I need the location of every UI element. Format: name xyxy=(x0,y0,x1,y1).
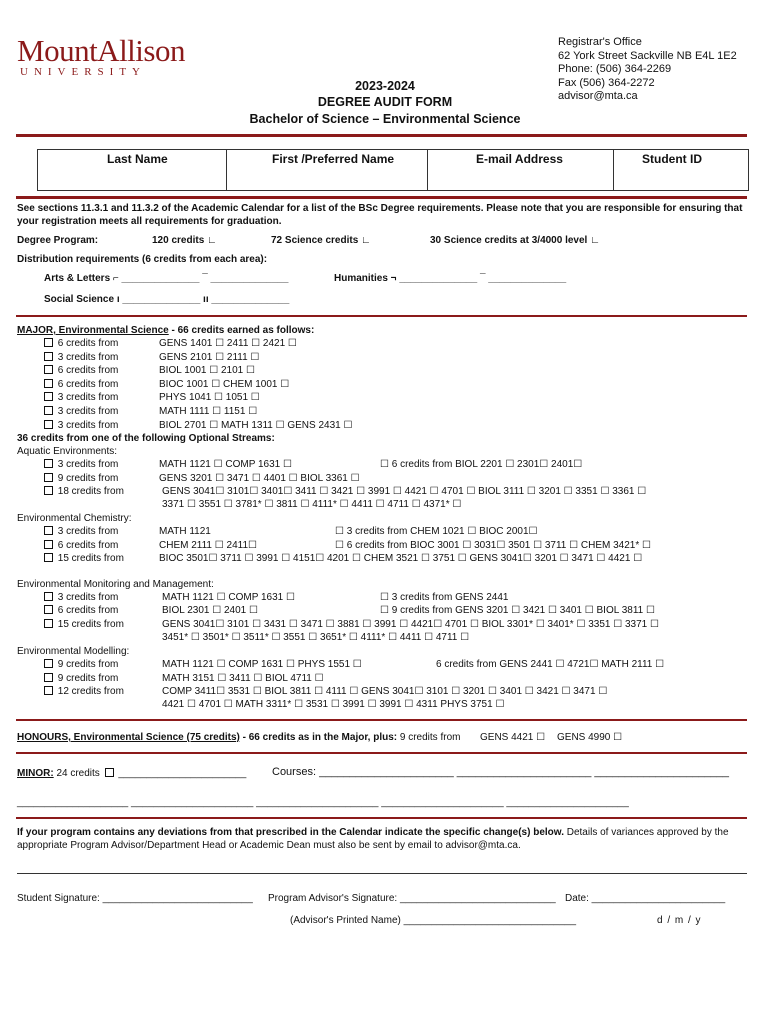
major-row-courses: GENS 2101 ☐ 2111 ☐ xyxy=(159,351,260,363)
aquatic-r2-courses: GENS 3201 ☐ 3471 ☐ 4401 ☐ BIOL 3361 ☐ xyxy=(159,473,360,484)
monitor-r1-alt: ☐ 3 credits from GENS 2441 xyxy=(380,592,509,603)
email-label: E-mail Address xyxy=(476,152,563,166)
chem-r2-alt: ☐ 6 credits from BIOC 3001 ☐ 3031☐ 3501 ☐ 3711 ☐ CHEM 3421* ☐ xyxy=(335,540,651,551)
deviation-text: If your program contains any deviations from that prescribed in the Calendar indicate the specific change(s) below. Details of variances approved by the appropriate Program Advisor/Department Head or Academic Dean must also be sent by email to advisor@mta.ca. xyxy=(17,827,729,851)
major-row-credits: 3 credits from xyxy=(42,351,118,365)
chem-r3-credits: 15 credits from xyxy=(42,553,124,564)
model-title: Environmental Modelling: xyxy=(17,646,130,657)
major-row-courses: MATH 1111 ☐ 1151 ☐ xyxy=(159,405,258,417)
major-row-credits: 6 credits from xyxy=(42,378,118,392)
degree-120-credits: 120 credits ∟ xyxy=(152,235,217,246)
model-r2-credits: 9 credits from xyxy=(42,673,118,684)
chem-title: Environmental Chemistry: xyxy=(17,513,132,524)
aquatic-r1-alt: ☐ 6 credits from BIOL 2201 ☐ 2301☐ 2401☐ xyxy=(380,459,583,470)
model-r2-courses: MATH 3151 ☐ 3411 ☐ BIOL 4711 ☐ xyxy=(162,673,324,684)
monitor-title: Environmental Monitoring and Management: xyxy=(17,579,214,590)
major-row-credits: 6 credits from xyxy=(42,337,118,351)
degree-30-credits: 30 Science credits at 3/4000 level ∟ xyxy=(430,235,600,246)
social-science: Social Science ı ______________ ıı ______________ xyxy=(44,294,290,305)
divider xyxy=(16,719,747,721)
cell-divider xyxy=(226,149,227,191)
major-credits-column xyxy=(42,337,118,432)
aquatic-r1-courses: MATH 1121 ☐ COMP 1631 ☐ xyxy=(159,459,292,470)
arts-letters: Arts & Letters ⌐ ______________ ¯ ______________ xyxy=(44,273,289,284)
model-r1-alt: 6 credits from GENS 2441 ☐ 4721☐ MATH 2111 ☐ xyxy=(436,659,665,670)
divider xyxy=(16,134,747,137)
monitor-r3-courses: GENS 3041☐ 3101 ☐ 3431 ☐ 3471 ☐ 3881 ☐ 3991 ☐ 4421☐ 4701 ☐ BIOL 3301* ☐ 3401* ☐ 3351 ☐ 3371 ☐ xyxy=(162,619,659,630)
aquatic-r3-credits: 18 credits from xyxy=(42,486,124,497)
student-id-label: Student ID xyxy=(642,152,702,166)
major-row-courses: BIOL 1001 ☐ 2101 ☐ xyxy=(159,365,255,377)
model-r3-courses-cont: 4421 ☐ 4701 ☐ MATH 3311* ☐ 3531 ☐ 3991 ☐ 3991 ☐ 4311 PHYS 3751 ☐ xyxy=(162,699,505,710)
model-r1-credits: 9 credits from xyxy=(42,659,118,670)
major-row-courses: GENS 1401 ☐ 2411 ☐ 2421 ☐ xyxy=(159,338,297,349)
registrar-office: Registrar's Office xyxy=(558,36,642,48)
chem-r3-courses: BIOC 3501☐ 3711 ☐ 3991 ☐ 4151☐ 4201 ☐ CHEM 3521 ☐ 3751 ☐ GENS 3041☐ 3201 ☐ 3471 ☐ 4421 ☐ xyxy=(159,553,643,564)
chem-r1-alt: ☐ 3 credits from CHEM 1021 ☐ BIOC 2001☐ xyxy=(335,526,538,537)
date-format-hint: d / m / y xyxy=(657,915,701,926)
form-year: 2023-2024 xyxy=(355,79,415,93)
registrar-address: 62 York Street Sackville NB E4L 1E2 xyxy=(558,49,737,62)
divider xyxy=(16,752,747,754)
chem-r2-courses: CHEM 2111 ☐ 2411☐ xyxy=(159,540,257,551)
deviation-line[interactable] xyxy=(17,873,747,874)
divider xyxy=(16,817,747,819)
major-courses-column xyxy=(159,337,352,432)
major-row-credits: 3 credits from xyxy=(42,405,118,419)
registrar-phone: Phone: (506) 364-2269 xyxy=(558,63,672,75)
chem-r1-courses: MATH 1121 xyxy=(159,526,211,537)
major-row-courses: PHYS 1041 ☐ 1051 ☐ xyxy=(159,392,260,404)
minor-line: MINOR: 24 credits _______________________ xyxy=(17,768,247,779)
aquatic-r3-courses: GENS 3041☐ 3101☐ 3401☐ 3411 ☐ 3421 ☐ 3991 ☐ 4421 ☐ 4701 ☐ BIOL 3111 ☐ 3201 ☐ 3351 ☐ 3361 ☐ xyxy=(162,486,647,497)
advisor-signature[interactable]: Program Advisor's Signature: ____________________________ xyxy=(268,893,556,904)
aquatic-title: Aquatic Environments: xyxy=(17,446,118,457)
major-row-credits: 3 credits from xyxy=(42,391,118,405)
intro-text: See sections 11.3.1 and 11.3.2 of the Academic Calendar for a list of the BSc Degree requirements. Please note that you are responsible for ensuring that your registration meets all requirements for graduation. xyxy=(17,203,743,227)
minor-courses: Courses: ______________________ ______________________ ______________________ xyxy=(272,766,729,778)
major-row-credits: 6 credits from xyxy=(42,364,118,378)
monitor-r2-courses: BIOL 2301 ☐ 2401 ☐ xyxy=(162,605,258,616)
form-program: Bachelor of Science – Environmental Science xyxy=(249,112,521,126)
aquatic-r2-credits: 9 credits from xyxy=(42,473,118,484)
last-name-label: Last Name xyxy=(107,152,168,166)
distribution-label: Distribution requirements (6 credits from each area): xyxy=(17,254,268,265)
registrar-fax: Fax (506) 364-2272 xyxy=(558,76,655,89)
aquatic-r1-credits: 3 credits from xyxy=(42,459,118,470)
monitor-r1-credits: 3 credits from xyxy=(42,592,118,603)
model-r1-courses: MATH 1121 ☐ COMP 1631 ☐ PHYS 1551 ☐ xyxy=(162,659,362,670)
minor-courses-row2: ____________________ ______________________ ______________________ ______________________ ______________________ xyxy=(17,797,629,808)
honours-gens-4421: GENS 4421 ☐ xyxy=(480,732,546,743)
model-r3-credits: 12 credits from xyxy=(42,686,124,697)
monitor-r2-credits: 6 credits from xyxy=(42,605,118,616)
aquatic-r3-courses-cont: 3371 ☐ 3551 ☐ 3781* ☐ 3811 ☐ 4111* ☐ 4411 ☐ 4711 ☐ 4371* ☐ xyxy=(162,499,462,510)
signature-date[interactable]: Date: ________________________ xyxy=(565,893,726,904)
major-heading: MAJOR, Environmental Science - 66 credits earned as follows: xyxy=(17,325,315,336)
student-signature[interactable]: Student Signature: ___________________________ xyxy=(17,893,253,904)
humanities: Humanities ¬ ______________ ¯ ______________ xyxy=(334,273,567,284)
major-row-courses: BIOL 2701 ☐ MATH 1311 ☐ GENS 2431 ☐ xyxy=(159,419,353,431)
major-row-courses: BIOC 1001 ☐ CHEM 1001 ☐ xyxy=(159,378,290,390)
university-logo-sub: UNIVERSITY xyxy=(20,66,146,78)
degree-program-label: Degree Program: xyxy=(17,235,99,246)
major-row-credits: 3 credits from xyxy=(42,419,118,433)
cell-divider xyxy=(613,149,614,191)
cell-divider xyxy=(427,149,428,191)
degree-72-credits: 72 Science credits ∟ xyxy=(271,235,371,246)
honours-line: HONOURS, Environmental Science (75 credits) - 66 credits as in the Major, plus: 9 credits from xyxy=(17,732,461,743)
model-r3-courses: COMP 3411☐ 3531 ☐ BIOL 3811 ☐ 4111 ☐ GENS 3041☐ 3101 ☐ 3201 ☐ 3401 ☐ 3421 ☐ 3471 ☐ xyxy=(162,686,608,697)
streams-heading: 36 credits from one of the following Optional Streams: xyxy=(17,433,275,444)
form-title: DEGREE AUDIT FORM xyxy=(317,95,453,109)
first-name-label: First /Preferred Name xyxy=(272,152,395,166)
registrar-email: advisor@mta.ca xyxy=(558,90,638,102)
advisor-printed-name[interactable]: (Advisor's Printed Name) _______________________________ xyxy=(290,915,577,926)
chem-r2-credits: 6 credits from xyxy=(42,540,118,551)
university-logo: MountAllison xyxy=(17,33,185,68)
monitor-r1-courses: MATH 1121 ☐ COMP 1631 ☐ xyxy=(162,592,295,603)
divider xyxy=(16,315,747,317)
divider xyxy=(16,196,747,199)
monitor-r3-courses-cont: 3451* ☐ 3501* ☐ 3511* ☐ 3551 ☐ 3651* ☐ 4111* ☐ 4411 ☐ 4711 ☐ xyxy=(162,632,470,643)
monitor-r3-credits: 15 credits from xyxy=(42,619,124,630)
chem-r1-credits: 3 credits from xyxy=(42,526,118,537)
honours-gens-4990: GENS 4990 ☐ xyxy=(557,732,623,743)
monitor-r2-alt: ☐ 9 credits from GENS 3201 ☐ 3421 ☐ 3401 ☐ BIOL 3811 ☐ xyxy=(380,605,655,616)
